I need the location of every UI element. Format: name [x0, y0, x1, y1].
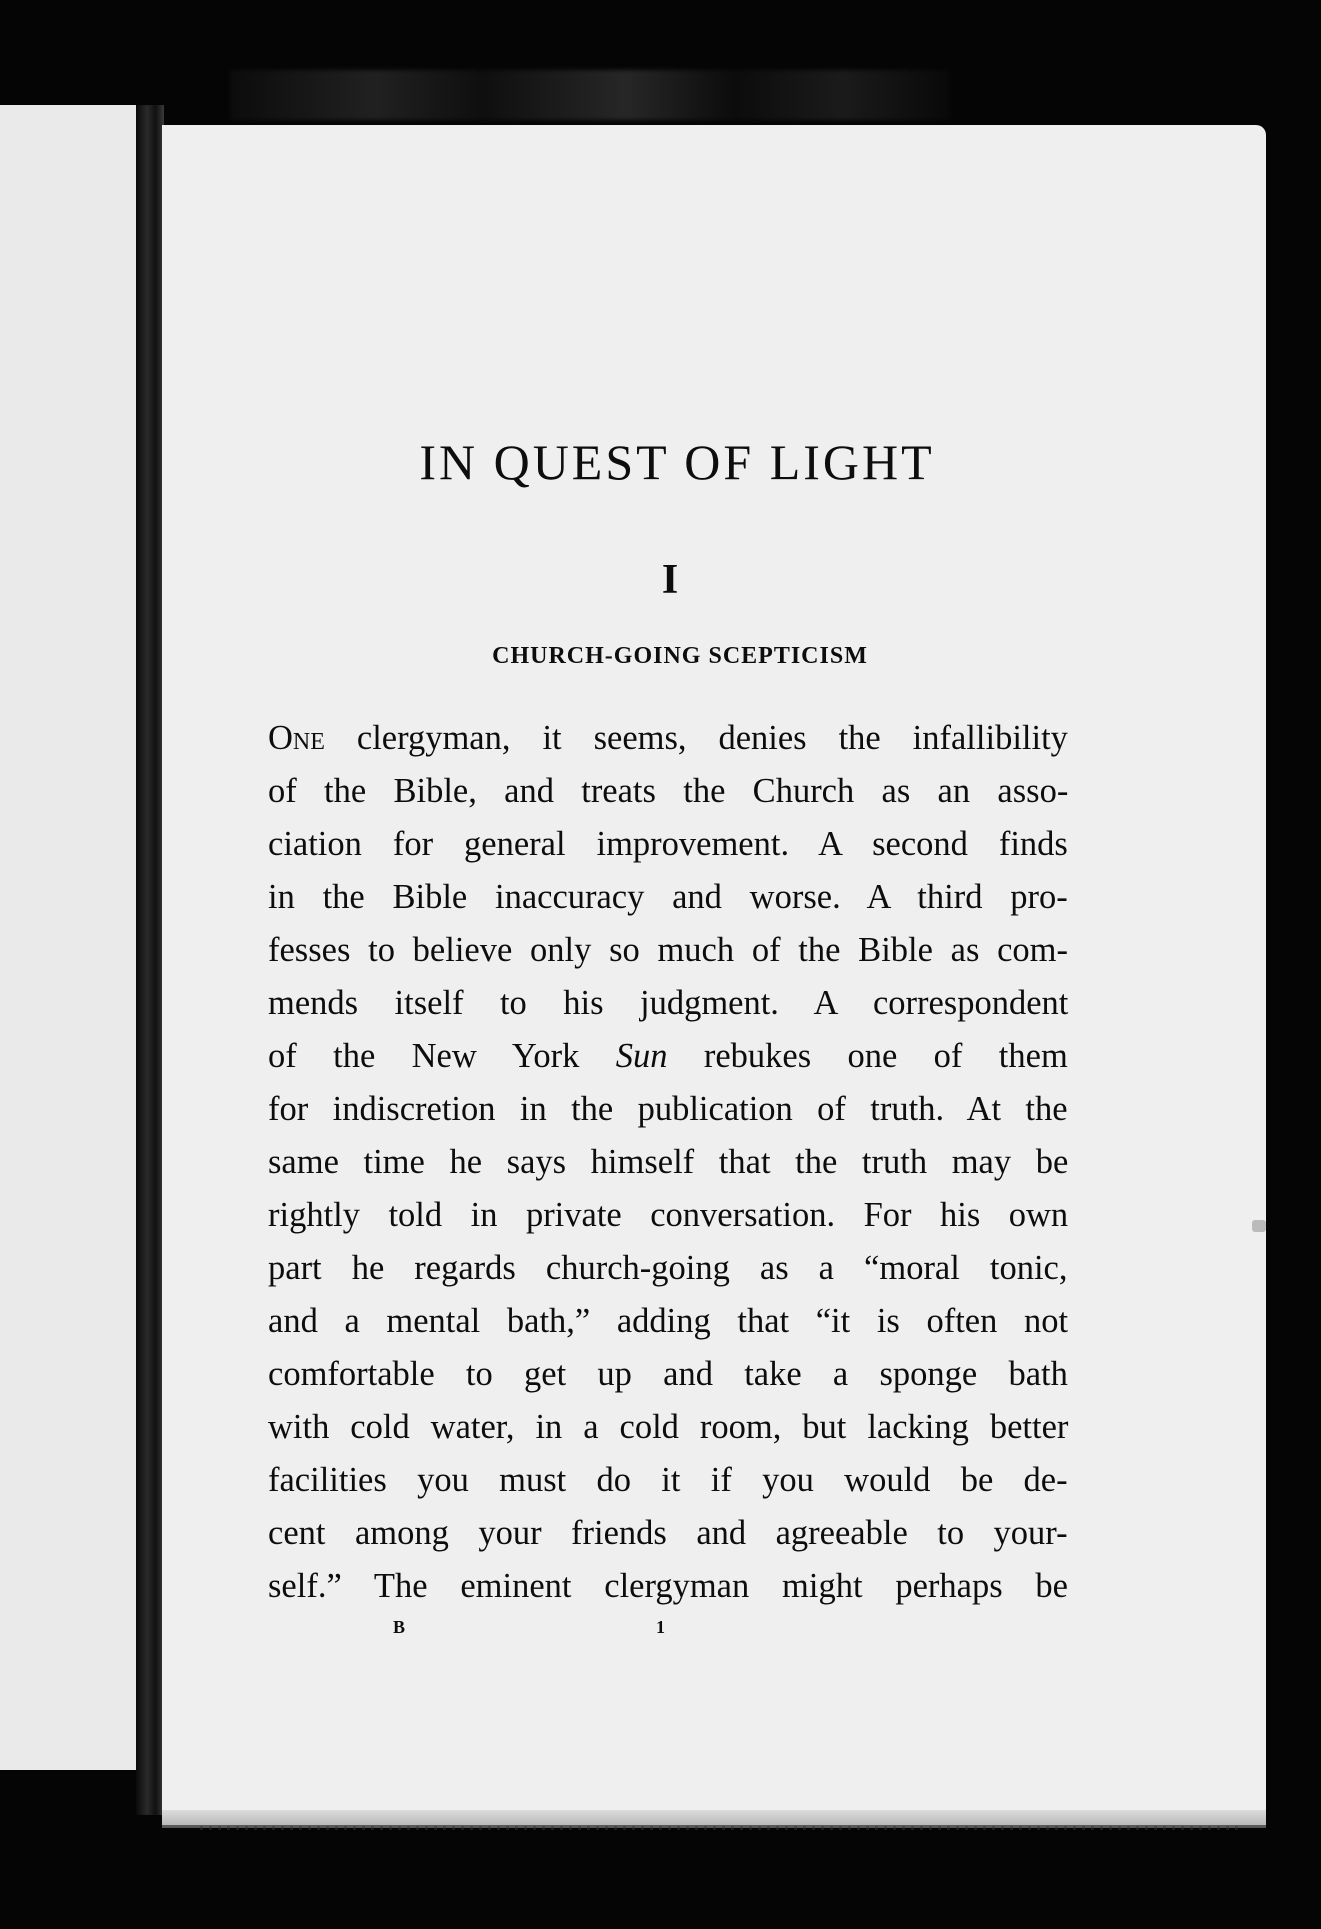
signature-mark: B: [393, 1617, 406, 1637]
book-title: IN QUEST OF LIGHT: [419, 434, 935, 490]
text-line: fesses to believe only so much of the Bible as com-: [268, 931, 1069, 969]
text-line: self.” The eminent clergyman might perhaps be: [268, 1567, 1068, 1605]
text-line: cent among your friends and agreeable to your-: [268, 1514, 1068, 1552]
chapter-number: I: [661, 557, 679, 603]
body-text: [268, 712, 1068, 1613]
text-line: part he regards church-going as a “moral tonic,: [268, 1249, 1068, 1287]
text-line: in the Bible inaccuracy and worse. A third pro-: [268, 878, 1068, 916]
text-line: of the Bible, and treats the Church as an asso-: [268, 772, 1069, 810]
text-line: ciation for general improvement. A second finds: [268, 825, 1068, 863]
italic-word: Sun: [615, 1037, 668, 1075]
text-line: mends itself to his judgment. A correspondent: [268, 984, 1069, 1022]
text-line: and a mental bath,” adding that “it is often not: [268, 1302, 1069, 1340]
text-line: same time he says himself that the truth may be: [268, 1143, 1069, 1181]
book-gutter: [136, 105, 164, 1815]
text-line: facilities you must do it if you would be de-: [268, 1461, 1068, 1499]
chapter-title: CHURCH-GOING SCEPTICISM: [492, 643, 868, 669]
page-edge-mark: [1252, 1220, 1266, 1232]
text-line: for indiscretion in the publication of truth. At the: [268, 1090, 1068, 1128]
page-number: 1: [656, 1617, 665, 1637]
text-line: rightly told in private conversation. For his own: [268, 1196, 1069, 1234]
text-line: One clergyman, it seems, denies the infallibility: [268, 719, 1068, 757]
right-background: [1266, 160, 1321, 1760]
scan-artifact-top: [230, 70, 950, 120]
scan-artifact-bottom: [200, 1826, 1240, 1830]
text-line: comfortable to get up and take a sponge bath: [268, 1355, 1068, 1393]
opening-word: One: [268, 719, 325, 757]
text-line: of the New York Sun rebukes one of them: [268, 1037, 1068, 1075]
previous-page-edge: [0, 105, 140, 1770]
text-line: with cold water, in a cold room, but lacking better: [268, 1408, 1069, 1446]
